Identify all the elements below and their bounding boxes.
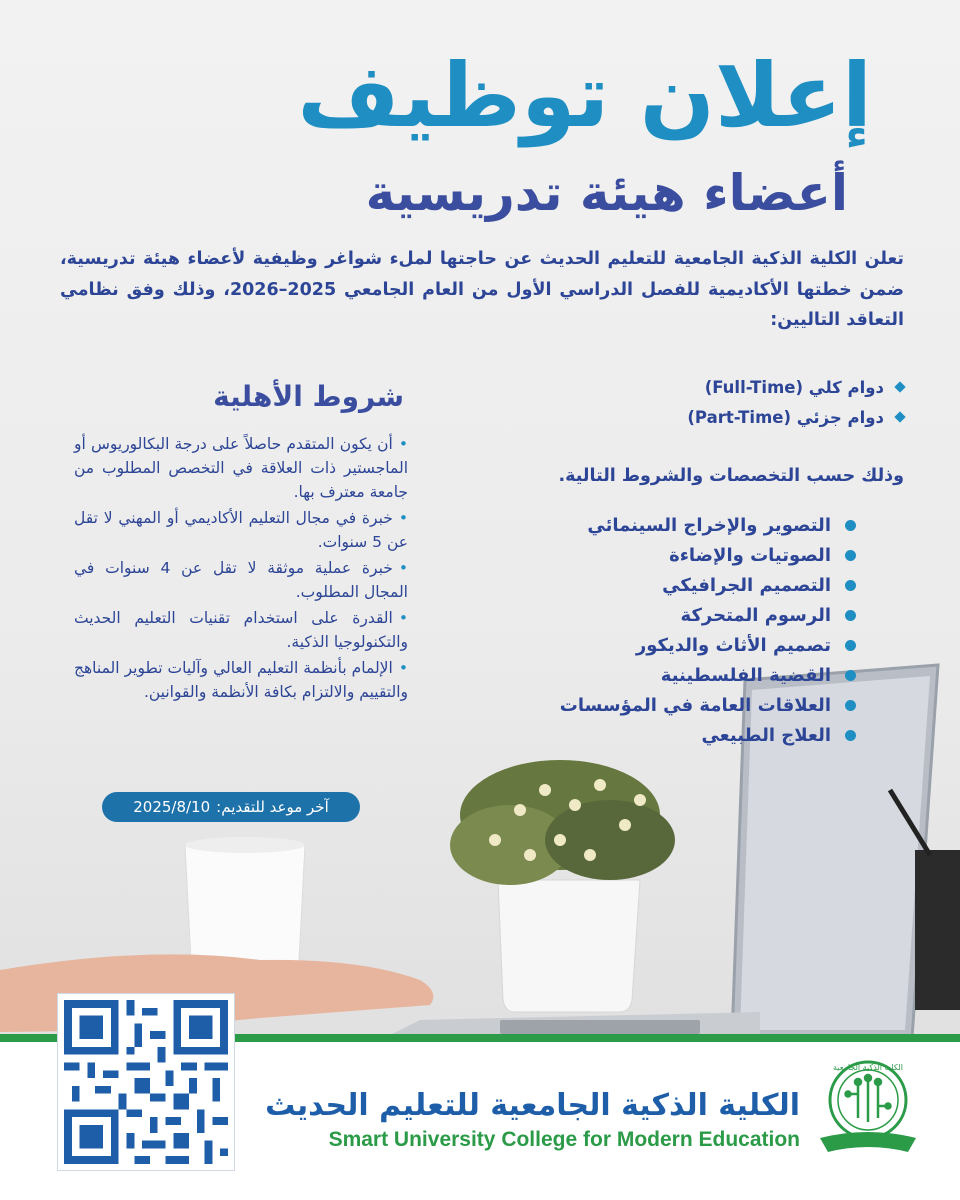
specializations-list: [560, 510, 856, 750]
eligibility-item: الإلمام بأنظمة التعليم العالي وآليات تطوير المناهج والتقييم والالتزام بكافة الأنظمة والقوانين.: [74, 659, 408, 702]
list-item: [560, 630, 856, 660]
circle-bullet-icon: [845, 520, 856, 531]
plant-leaves-icon: [450, 760, 675, 885]
college-name-english: Smart University College for Modern Education: [328, 1128, 800, 1151]
list-item: [560, 570, 856, 600]
logo-arc-text: الكلية الذكية الجامعية: [833, 1063, 903, 1072]
circle-bullet-icon: [845, 550, 856, 561]
bullet-icon: •: [398, 659, 408, 678]
diamond-bullet-icon: [894, 411, 905, 422]
college-logo-icon: [812, 1052, 924, 1162]
qr-code-icon[interactable]: [58, 994, 234, 1170]
deadline-date: 2025/8/10: [133, 798, 211, 816]
circle-bullet-icon: [845, 640, 856, 651]
list-item: [560, 510, 856, 540]
specialization-label: القضية الفلسطينية: [660, 664, 831, 686]
deadline-label: آخر موعد للتقديم:: [216, 798, 329, 816]
circle-bullet-icon: [845, 580, 856, 591]
contract-type-label: دوام جزئي (Part-Time): [687, 407, 884, 427]
plant-pot-icon: [498, 880, 640, 1012]
contract-types-list: [687, 372, 904, 432]
page-subtitle: أعضاء هيئة تدريسية: [365, 164, 848, 222]
eligibility-item: أن يكون المتقدم حاصلاً على درجة البكالوريوس أو الماجستير ذات العلاقة في التخصص المطلوب من جامعة معترف بها.: [74, 435, 408, 502]
circle-bullet-icon: [845, 700, 856, 711]
list-item: [74, 656, 408, 704]
eligibility-item: خبرة في مجال التعليم الأكاديمي أو المهني لا تقل عن 5 سنوات.: [74, 509, 408, 552]
list-item: [74, 506, 408, 554]
list-item: [560, 540, 856, 570]
page-title: إعلان توظيف: [297, 44, 872, 147]
specialization-label: العلاج الطبيعي: [701, 724, 831, 746]
diamond-bullet-icon: [894, 381, 905, 392]
bullet-icon: •: [398, 609, 408, 628]
bullet-icon: •: [398, 509, 408, 528]
circle-bullet-icon: [845, 610, 856, 621]
contract-type-label: دوام كلي (Full-Time): [704, 377, 884, 397]
specialization-label: الصوتيات والإضاءة: [669, 544, 831, 566]
eligibility-list: [74, 432, 408, 706]
specialization-label: التصميم الجرافيكي: [662, 574, 831, 596]
list-item: [74, 432, 408, 504]
specialization-label: تصميم الأثاث والديكور: [635, 634, 831, 656]
specialization-label: الرسوم المتحركة: [680, 604, 831, 626]
list-item: [560, 600, 856, 630]
intro-paragraph: تعلن الكلية الذكية الجامعية للتعليم الحديث عن حاجتها لملء شواغر وظيفية لأعضاء هيئة تدريسية، ضمن خطتها الأكاديمية للفصل الدراسي الأول من العام الجامعي 2025–2026، وذلك وفق نظامي التعاقد التاليين:: [60, 249, 904, 331]
deadline-badge: [102, 792, 360, 822]
list-item: [560, 660, 856, 690]
list-item: [687, 372, 904, 402]
circle-bullet-icon: [845, 670, 856, 681]
list-item: [74, 556, 408, 604]
list-item: [74, 606, 408, 654]
list-item: [687, 402, 904, 432]
specialization-label: التصوير والإخراج السينمائي: [587, 514, 831, 536]
list-item: [560, 690, 856, 720]
eligibility-title: شروط الأهلية: [213, 380, 404, 413]
college-name-arabic: الكلية الذكية الجامعية للتعليم الحديث: [265, 1088, 800, 1123]
circle-bullet-icon: [845, 730, 856, 741]
list-item: [560, 720, 856, 750]
bullet-icon: •: [398, 435, 408, 453]
specializations-intro: وذلك حسب التخصصات والشروط التالية.: [558, 466, 904, 486]
bullet-icon: •: [398, 559, 408, 578]
eligibility-item: القدرة على استخدام تقنيات التعليم الحديث والتكنولوجيا الذكية.: [74, 609, 408, 652]
specialization-label: العلاقات العامة في المؤسسات: [559, 694, 831, 716]
eligibility-item: خبرة عملية موثقة لا تقل عن 4 سنوات في المجال المطلوب.: [74, 559, 408, 602]
